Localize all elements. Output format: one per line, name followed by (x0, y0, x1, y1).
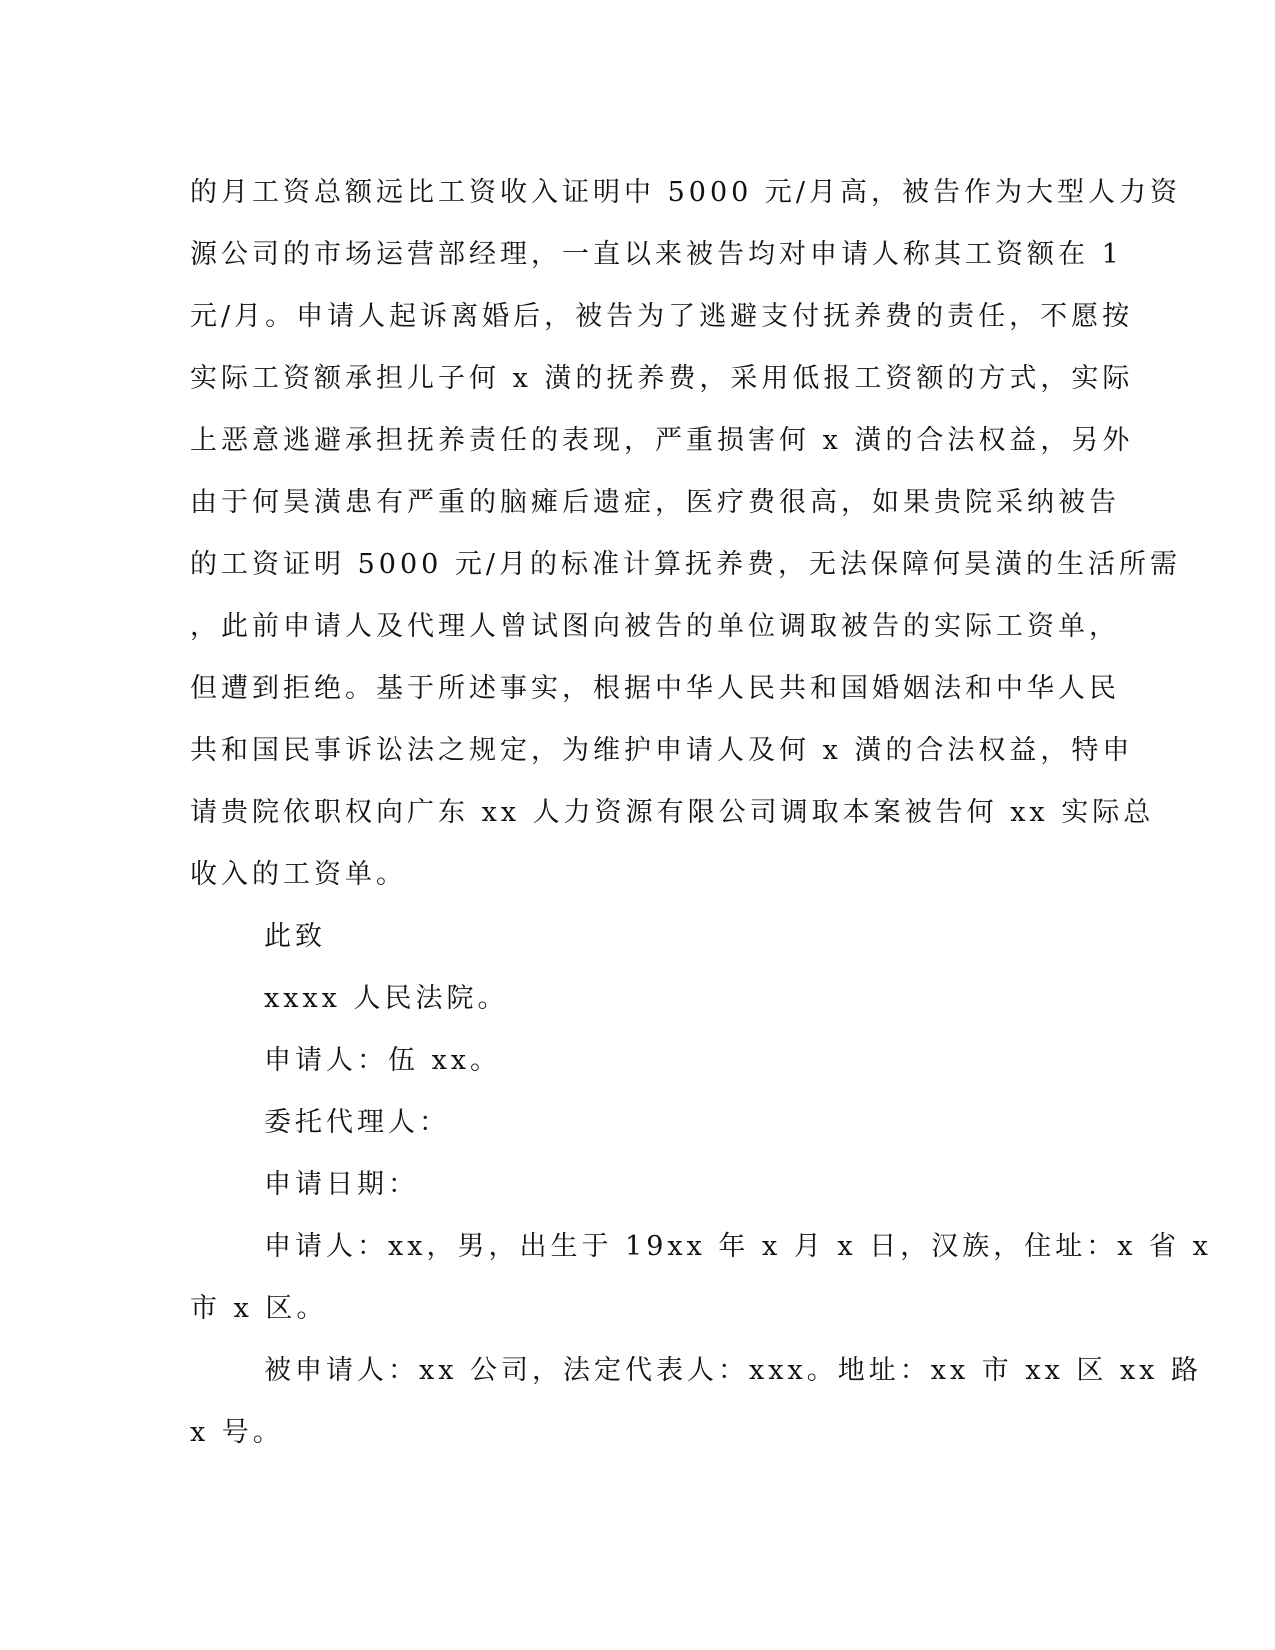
respondent-info-line: x 号。 (190, 1417, 284, 1448)
applicant-info-line: 市 x 区。 (190, 1293, 328, 1324)
document-body (190, 162, 1212, 1464)
body-line: 由于何昊潢患有严重的脑瘫后遗症，医疗费很高，如果贵院采纳被告 (190, 487, 1120, 518)
application-date-label: 申请日期： (264, 1169, 419, 1200)
applicant-info-line: 申请人：xx，男，出生于 19xx 年 x 月 x 日，汉族，住址：x 省 x (264, 1231, 1212, 1262)
body-line: 但遭到拒绝。基于所述事实，根据中华人民共和国婚姻法和中华人民 (190, 673, 1120, 704)
body-line: 上恶意逃避承担抚养责任的表现，严重损害何 x 潢的合法权益，另外 (190, 425, 1134, 456)
body-line: 元/月。申请人起诉离婚后，被告为了逃避支付抚养费的责任，不愿按 (190, 301, 1134, 332)
respondent-info-line: 被申请人：xx 公司，法定代表人：xxx。地址：xx 市 xx 区 xx 路 (264, 1355, 1202, 1386)
body-line: ，此前申请人及代理人曾试图向被告的单位调取被告的实际工资单， (190, 611, 1120, 642)
body-line: 请贵院依职权向广东 xx 人力资源有限公司调取本案被告何 xx 实际总 (190, 797, 1155, 828)
body-line: 收入的工资单。 (190, 859, 407, 890)
body-line: 共和国民事诉讼法之规定，为维护申请人及何 x 潢的合法权益，特申 (190, 735, 1134, 766)
body-line: 的工资证明 5000 元/月的标准计算抚养费，无法保障何昊潢的生活所需 (190, 549, 1181, 580)
closing-salutation: 此致 (264, 921, 326, 952)
court-name: xxxx 人民法院。 (264, 983, 509, 1014)
body-line: 实际工资额承担儿子何 x 潢的抚养费，采用低报工资额的方式，实际 (190, 363, 1134, 394)
applicant-signature: 申请人：伍 xx。 (264, 1045, 502, 1076)
agent-label: 委托代理人： (264, 1107, 450, 1138)
body-line: 的月工资总额远比工资收入证明中 5000 元/月高，被告作为大型人力资 (190, 177, 1181, 208)
body-line: 源公司的市场运营部经理，一直以来被告均对申请人称其工资额在 1 (190, 239, 1123, 270)
